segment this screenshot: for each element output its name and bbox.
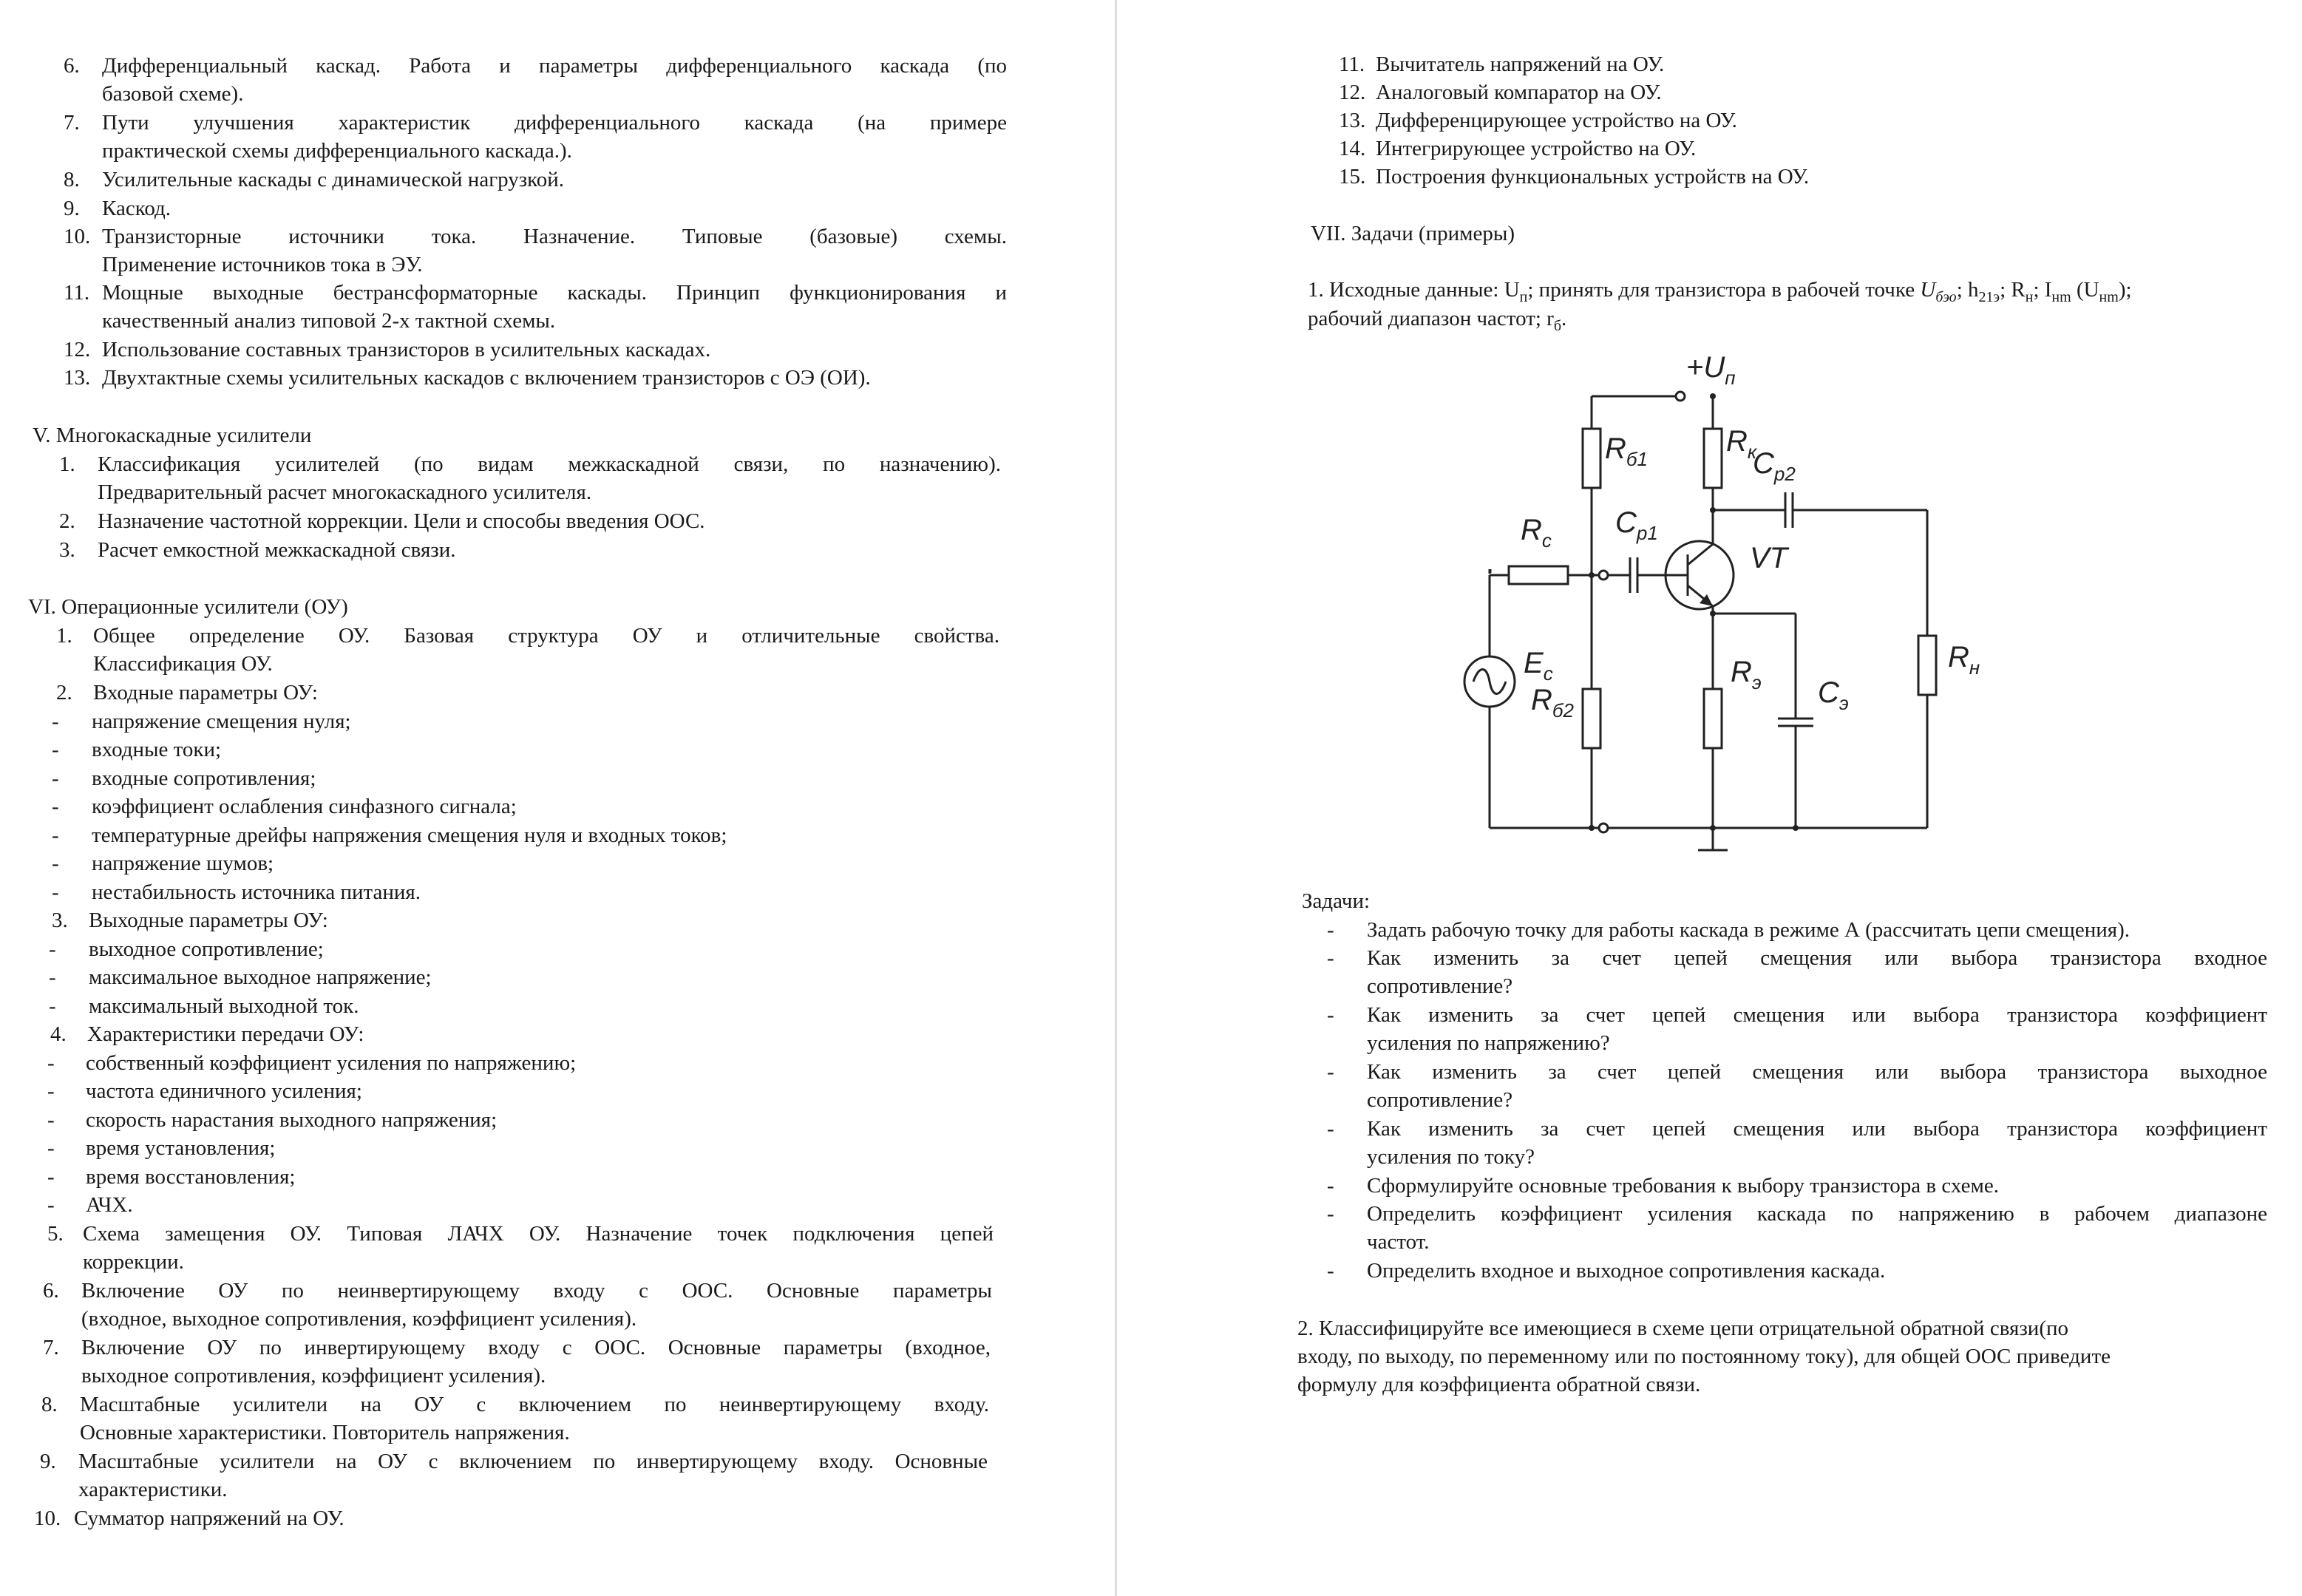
item-text: Выходные параметры ОУ:	[89, 909, 328, 932]
dash-marker: -	[52, 767, 59, 790]
dash-marker: -	[47, 1165, 55, 1189]
item-text: Дифференциальный каскад. Работа и параметры дифференциального каскада (по	[102, 54, 1007, 78]
section-heading: VI. Операционные усилители (ОУ)	[28, 595, 348, 619]
amplifier-circuit-diagram	[1427, 347, 2063, 865]
item-text-cont: усиления по току?	[1367, 1145, 1535, 1169]
item-text: входные сопротивления;	[92, 767, 316, 790]
item-number: 9.	[64, 197, 80, 220]
item-text: Использование составных транзисторов в усилительных каскадах.	[102, 338, 711, 361]
item-text: Классификация усилителей (по видам межкаскадной связи, по назначению).	[98, 452, 1001, 476]
item-text-cont: качественный анализ типовой 2-х тактной схемы.	[102, 309, 556, 333]
dash-marker: -	[1327, 1174, 1334, 1198]
item-text: Сформулируйте основные требования к выбору транзистора в схеме.	[1367, 1174, 1999, 1198]
item-text: Как изменить за счет цепей смещения или выбора транзистора коэффициент	[1367, 1117, 2267, 1141]
dash-marker: -	[47, 1108, 55, 1132]
item-number: 2.	[56, 681, 72, 704]
item-number: 2.	[59, 509, 75, 533]
item-text: Определить входное и выходное сопротивления каскада.	[1367, 1259, 1886, 1283]
item-number: 1.	[56, 624, 72, 648]
item-text: Назначение частотной коррекции. Цели и способы введения ООС.	[98, 509, 705, 533]
task1-line2: рабочий диапазон частот; $r_б$.	[1308, 307, 1567, 334]
item-text: максимальный выходной ток.	[89, 994, 359, 1018]
ce-label: $C_э$	[1818, 676, 1849, 714]
dash-marker: -	[47, 1136, 55, 1160]
item-text: выходное сопротивление;	[89, 937, 324, 961]
dash-marker: -	[1327, 1117, 1334, 1141]
item-number: 6.	[64, 54, 80, 78]
item-number: 8.	[41, 1393, 58, 1416]
section-heading: VII. Задачи (примеры)	[1311, 222, 1515, 245]
item-text: напряжение смещения нуля;	[92, 710, 351, 733]
item-number: 8.	[64, 168, 80, 191]
dash-marker: -	[52, 795, 59, 818]
item-number: 3.	[59, 538, 75, 562]
rb1-label: $R_{б1}$	[1605, 432, 1648, 470]
item-text-cont: Предварительный расчет многокаскадного усилителя.	[98, 481, 592, 504]
item-number: 6.	[43, 1279, 59, 1303]
item-text: Включение ОУ по инвертирующему входу с ООС. Основные параметры (входное,	[81, 1336, 991, 1359]
item-text: Определить коэффициент усиления каскада по напряжению в рабочем диапазоне	[1367, 1202, 2267, 1226]
item-text: Общее определение ОУ. Базовая структура ОУ и отличительные свойства.	[93, 624, 999, 648]
item-number: 15.	[1339, 165, 1366, 189]
item-text-cont: практической схемы дифференциального каскада.).	[102, 139, 572, 163]
item-text: Входные параметры ОУ:	[93, 681, 318, 704]
dash-marker: -	[47, 1193, 55, 1217]
item-text: максимальное выходное напряжение;	[89, 965, 432, 989]
item-text: напряжение шумов;	[92, 852, 274, 875]
dash-marker: -	[49, 994, 56, 1018]
item-number: 9.	[40, 1450, 56, 1473]
item-text: Аналоговый компаратор на ОУ.	[1376, 81, 1662, 104]
item-text-cont: выходное сопротивления, коэффициент усиления).	[81, 1364, 546, 1388]
item-text: Усилительные каскады с динамической нагрузкой.	[102, 168, 565, 191]
rk-label: $R_к$	[1726, 425, 1757, 463]
item-text: Пути улучшения характеристик дифференциального каскада (на примере	[102, 111, 1007, 135]
item-number: 10.	[34, 1507, 61, 1530]
item-number: 7.	[64, 111, 80, 135]
item-number: 10.	[64, 225, 91, 248]
item-text: Схема замещения ОУ. Типовая ЛАЧХ ОУ. Назначение точек подключения цепей	[83, 1222, 994, 1246]
item-number: 14.	[1339, 137, 1366, 160]
item-text: Задать рабочую точку для работы каскада в режиме А (рассчитать цепи смещения).	[1367, 918, 2130, 942]
task2-line3: формулу для коэффициента обратной связи.	[1297, 1373, 1701, 1396]
dash-marker: -	[52, 710, 59, 733]
vt-label: VT	[1750, 542, 1788, 574]
item-text: Как изменить за счет цепей смещения или выбора транзистора входное	[1367, 946, 2267, 970]
item-text: коэффициент ослабления синфазного сигнала;	[92, 795, 517, 818]
dash-marker: -	[1327, 1202, 1334, 1226]
item-text: Расчет емкостной межкаскадной связи.	[98, 538, 456, 562]
item-text: Вычитатель напряжений на ОУ.	[1376, 52, 1665, 76]
dash-marker: -	[1327, 1060, 1334, 1084]
rn-label: $R_н$	[1948, 641, 1980, 679]
item-text: Транзисторные источники тока. Назначение. Типовые (базовые) схемы.	[102, 225, 1007, 248]
item-text: Дифференцирующее устройство на ОУ.	[1376, 109, 1737, 132]
dash-marker: -	[52, 880, 59, 904]
item-text: Масштабные усилители на ОУ с включением по неинвертирующему входу.	[80, 1393, 989, 1416]
item-text: Масштабные усилители на ОУ с включением по инвертирующему входу. Основные	[78, 1450, 988, 1473]
item-text: Мощные выходные бестрансформаторные каскады. Принцип функционирования и	[102, 281, 1007, 305]
item-text: скорость нарастания выходного напряжения;	[86, 1108, 498, 1132]
item-number: 1.	[59, 452, 75, 476]
dash-marker: -	[52, 738, 59, 761]
item-text: Включение ОУ по неинвертирующему входу с ООС. Основные параметры	[81, 1279, 992, 1303]
item-text-cont: Применение источников тока в ЭУ.	[102, 253, 423, 276]
item-text-cont: базовой схеме).	[102, 82, 244, 106]
item-number: 12.	[64, 338, 91, 361]
item-text: собственный коэффициент усиления по напряжению;	[86, 1051, 577, 1075]
item-text: Сумматор напряжений на ОУ.	[74, 1507, 344, 1530]
item-text: Двухтактные схемы усилительных каскадов с включением транзисторов с ОЭ (ОИ).	[102, 366, 871, 390]
item-number: 4.	[50, 1022, 67, 1046]
item-text-cont: характеристики.	[78, 1478, 228, 1501]
dash-marker: -	[52, 824, 59, 847]
item-text-cont: сопротивление?	[1367, 1088, 1513, 1112]
dash-marker: -	[1327, 1003, 1334, 1027]
tasks-heading: Задачи:	[1302, 889, 1371, 913]
dash-marker: -	[47, 1051, 55, 1075]
item-number: 11.	[1339, 52, 1365, 76]
page-fold	[1115, 0, 1117, 1596]
item-text: Каскод.	[102, 197, 171, 220]
item-text: Характеристики передачи ОУ:	[87, 1022, 364, 1046]
dash-marker: -	[1327, 1259, 1334, 1283]
item-text: АЧХ.	[86, 1193, 133, 1217]
cp1-label: $C_{р1}$	[1615, 506, 1658, 544]
dash-marker: -	[1327, 918, 1334, 942]
item-text: время восстановления;	[86, 1165, 296, 1189]
dash-marker: -	[52, 852, 59, 875]
dash-marker: -	[47, 1079, 55, 1103]
re-label: $R_э$	[1731, 656, 1762, 693]
section-heading: V. Многокаскадные усилители	[33, 424, 312, 447]
item-text-cont: Классификация ОУ.	[93, 652, 273, 676]
item-text: нестабильность источника питания.	[92, 880, 421, 904]
rb2-label: $R_{б2}$	[1531, 684, 1574, 721]
item-text: Как изменить за счет цепей смещения или выбора транзистора выходное	[1367, 1060, 2267, 1084]
item-text: частота единичного усиления;	[86, 1079, 362, 1103]
item-text: входные токи;	[92, 738, 222, 761]
item-number: 11.	[64, 281, 90, 305]
item-text: Интегрирующее устройство на ОУ.	[1376, 137, 1697, 160]
item-text-cont: частот.	[1367, 1230, 1430, 1254]
item-number: 3.	[52, 909, 68, 932]
dash-marker: -	[49, 937, 56, 961]
dash-marker: -	[49, 965, 56, 989]
item-text: время установления;	[86, 1136, 276, 1160]
item-text-cont: усиления по напряжению?	[1367, 1031, 1610, 1055]
item-number: 7.	[43, 1336, 59, 1359]
task2-line1: 2. Классифицируйте все имеющиеся в схеме цепи отрицательной обратной связи(по	[1297, 1317, 2068, 1340]
item-number: 13.	[1339, 109, 1366, 132]
cp2-label: $C_{р2}$	[1753, 447, 1796, 485]
item-number: 5.	[47, 1222, 64, 1246]
item-text: температурные дрейфы напряжения смещения нуля и входных токов;	[92, 824, 727, 847]
task1-line1: 1. Исходные данные: $U_п$; принять для транзистора в рабочей точке $U_{бэо}$; $h_{21э}$; $R_н$; $I_{нm}$ $(U_{нm})$;	[1308, 278, 2132, 305]
item-text: Как изменить за счет цепей смещения или выбора транзистора коэффициент	[1367, 1003, 2267, 1027]
supply-label: $+U_п$	[1686, 351, 1736, 389]
item-text-cont: (входное, выходное сопротивления, коэффициент усиления).	[81, 1307, 637, 1331]
rc-label: $R_с$	[1521, 514, 1552, 551]
item-number: 12.	[1339, 81, 1366, 104]
item-text-cont: коррекции.	[83, 1250, 184, 1274]
ec-label: $E_с$	[1524, 647, 1553, 685]
task2-line2: входу, по выходу, по переменному или по постоянному току), для общей ООС приведите	[1297, 1345, 2111, 1368]
dash-marker: -	[1327, 946, 1334, 970]
item-text-cont: Основные характеристики. Повторитель напряжения.	[80, 1421, 570, 1444]
item-number: 13.	[64, 366, 91, 390]
item-text-cont: сопротивление?	[1367, 974, 1513, 998]
item-text: Построения функциональных устройств на ОУ.	[1376, 165, 1810, 189]
